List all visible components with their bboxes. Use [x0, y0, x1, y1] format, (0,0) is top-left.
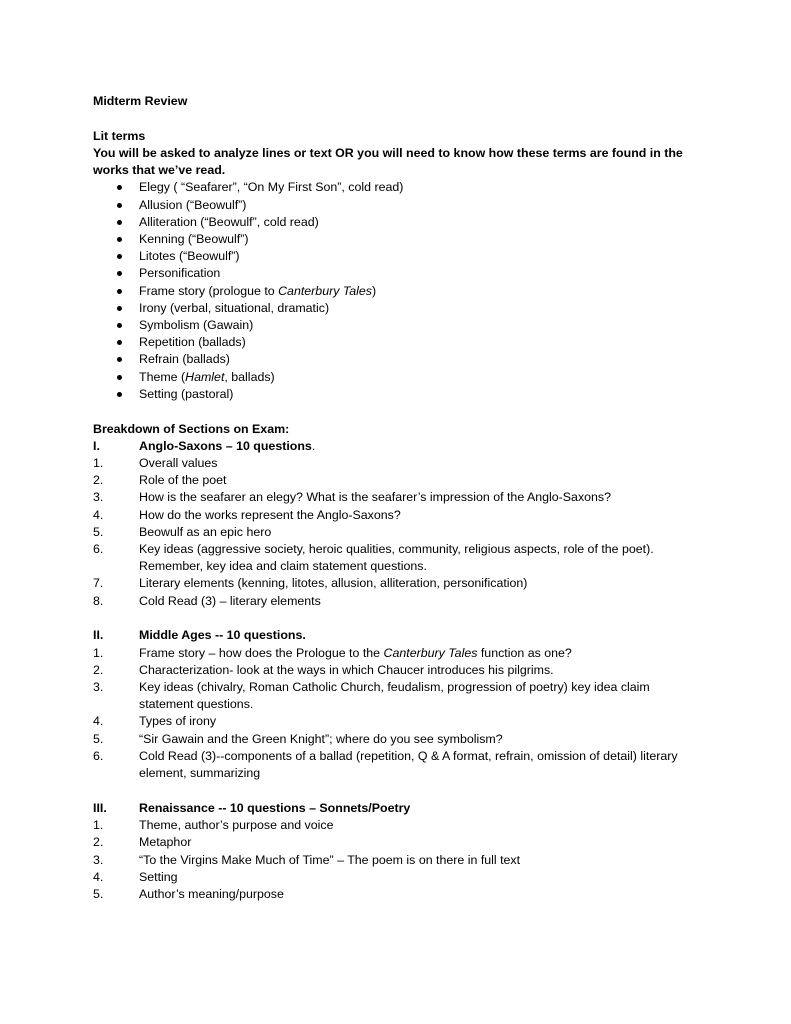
list-item: 5. Author’s meaning/purpose	[93, 886, 284, 901]
list-item: 2. Metaphor	[93, 835, 192, 850]
list-item: Setting (pastoral)	[93, 386, 703, 403]
section-numeral: I.	[93, 438, 100, 453]
list-item: 4. Setting	[93, 869, 178, 884]
list-item: 6. Key ideas (aggressive society, heroic qualities, community, religious aspects, role of the poet). Remember, key idea and claim statement questions.	[93, 542, 654, 574]
lit-terms-instruction: You will be asked to analyze lines or text OR you will need to know how these terms are found in the works that we’ve read.	[93, 146, 683, 178]
section-heading-middle-ages	[93, 627, 703, 644]
list-item: 2. Role of the poet	[93, 473, 227, 488]
page-title: Midterm Review	[93, 94, 188, 108]
breakdown-heading: Breakdown of Sections on Exam:	[93, 421, 290, 436]
list-item: 1. Frame story – how does the Prologue to the Canterbury Tales function as one?	[93, 645, 572, 660]
list-item: Frame story (prologue to Canterbury Tales)	[93, 283, 703, 300]
list-item: 6. Cold Read (3)--components of a ballad (repetition, Q & A format, refrain, omission of detail) literary element, summarizing	[93, 748, 678, 781]
list-item: Elegy ( “Seafarer”, “On My First Son”, cold read)	[93, 179, 703, 196]
bullet-icon	[117, 392, 122, 397]
bullet-icon	[117, 323, 122, 328]
list-item: 2. Characterization- look at the ways in which Chaucer introduces his pilgrims.	[93, 662, 554, 677]
bullet-icon	[117, 289, 122, 294]
bullet-icon	[117, 306, 122, 311]
section-title: Anglo-Saxons – 10 questions	[139, 438, 312, 453]
list-item: 3. Key ideas (chivalry, Roman Catholic Church, feudalism, progression of poetry) key idea claim statement questions.	[93, 680, 650, 712]
bullet-icon	[117, 254, 122, 259]
list-item: Theme (Hamlet, ballads)	[93, 369, 703, 386]
bullet-icon	[117, 357, 122, 362]
list-item: 3. “To the Virgins Make Much of Time” – The poem is on there in full text	[93, 852, 521, 867]
list-item: 4. Types of irony	[93, 714, 217, 729]
lit-terms-heading: Lit terms	[93, 128, 146, 143]
section-title: Renaissance -- 10 questions – Sonnets/Poetry	[139, 800, 411, 815]
list-item: 5. Beowulf as an epic hero	[93, 524, 272, 539]
list-item: 3. How is the seafarer an elegy? What is the seafarer’s impression of the Anglo-Saxons?	[93, 490, 612, 505]
bullet-icon	[117, 185, 122, 190]
list-item: Symbolism (Gawain)	[93, 317, 703, 334]
list-item: 7. Literary elements (kenning, litotes, allusion, alliteration, personification)	[93, 576, 528, 591]
list-item: Irony (verbal, situational, dramatic)	[93, 300, 703, 317]
list-item: 8. Cold Read (3) – literary elements	[93, 593, 321, 608]
bullet-icon	[117, 220, 122, 225]
bullet-icon	[117, 237, 122, 242]
section-numeral: II.	[93, 628, 104, 643]
bullet-icon	[117, 375, 122, 380]
section-numeral: III.	[93, 800, 107, 815]
list-item: Personification	[93, 265, 703, 282]
section-heading-anglo-saxons: I. Anglo-Saxons – 10 questions.	[93, 438, 703, 455]
list-item: Allusion (“Beowulf”)	[93, 197, 703, 214]
list-item: 5. “Sir Gawain and the Green Knight”; where do you see symbolism?	[93, 731, 503, 746]
document-content	[93, 93, 703, 903]
bullet-icon	[117, 340, 122, 345]
section-title: Middle Ages -- 10 questions.	[139, 628, 306, 643]
list-item: 1. Overall values	[93, 456, 218, 471]
section-heading-renaissance	[93, 800, 703, 817]
list-item: Alliteration (“Beowulf”, cold read)	[93, 214, 703, 231]
bullet-icon	[117, 203, 122, 208]
list-item: 1. Theme, author’s purpose and voice	[93, 818, 334, 833]
lit-terms-list	[93, 179, 703, 403]
list-item: Kenning (“Beowulf”)	[93, 231, 703, 248]
list-item: Litotes (“Beowulf”)	[93, 248, 703, 265]
bullet-icon	[117, 271, 122, 276]
list-item: Refrain (ballads)	[93, 351, 703, 368]
list-item: Repetition (ballads)	[93, 334, 703, 351]
list-item: 4. How do the works represent the Anglo-Saxons?	[93, 507, 401, 522]
